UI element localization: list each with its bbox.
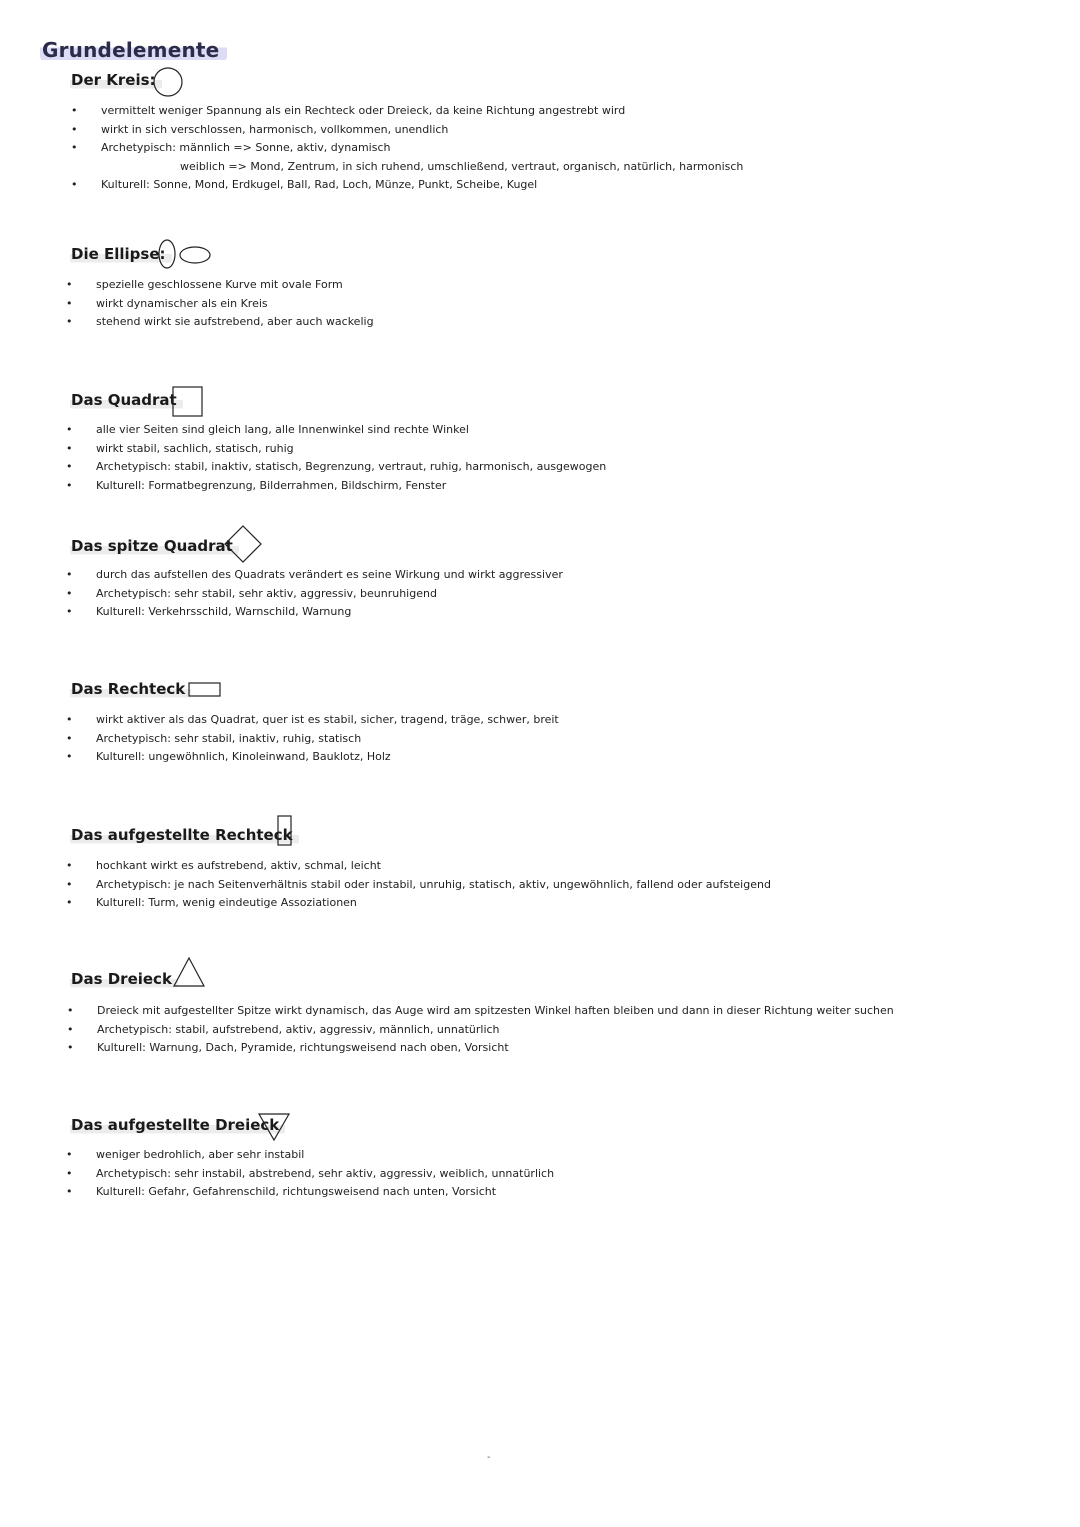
heading-ellipse: Die Ellipse: <box>70 244 172 264</box>
bullet-list-dreieck <box>97 1002 894 1058</box>
list-item: • Archetypisch: sehr stabil, sehr aktiv, aggressiv, beunruhigend <box>96 585 563 604</box>
list-item: • Archetypisch: sehr stabil, inaktiv, ruhig, statisch <box>96 730 559 749</box>
heading-quadrat: Das Quadrat <box>70 390 183 410</box>
page-title: Grundelemente <box>40 36 227 62</box>
circle-icon <box>152 66 184 98</box>
list-item: • Kulturell: Turm, wenig eindeutige Assoziationen <box>96 894 771 913</box>
list-item: • Kulturell: Warnung, Dach, Pyramide, richtungsweisend nach oben, Vorsicht <box>97 1039 894 1058</box>
heading-spitzes-quadrat: Das spitze Quadrat <box>70 536 239 556</box>
list-item: • wirkt in sich verschlossen, harmonisch, vollkommen, unendlich <box>101 121 743 140</box>
list-item: • weniger bedrohlich, aber sehr instabil <box>96 1146 554 1165</box>
heading-aufgestelltes-dreieck: Das aufgestellte Dreieck <box>70 1115 285 1135</box>
list-item: • Kulturell: Sonne, Mond, Erdkugel, Ball, Rad, Loch, Münze, Punkt, Scheibe, Kugel <box>101 176 743 195</box>
list-item: • Kulturell: Formatbegrenzung, Bilderrahmen, Bildschirm, Fenster <box>96 477 606 496</box>
square-icon <box>171 385 205 419</box>
list-item: • Archetypisch: stabil, aufstrebend, aktiv, aggressiv, männlich, unnatürlich <box>97 1021 894 1040</box>
list-item: • Archetypisch: stabil, inaktiv, statisch, Begrenzung, vertraut, ruhig, harmonisch, ausgewogen <box>96 458 606 477</box>
rectangle-icon <box>187 681 223 699</box>
upright-rectangle-icon <box>276 814 294 848</box>
ellipse-icon <box>156 238 214 270</box>
heading-aufgestelltes-rechteck: Das aufgestellte Rechteck <box>70 825 299 845</box>
list-item: • vermittelt weniger Spannung als ein Rechteck oder Dreieck, da keine Richtung angestrebt wird <box>101 102 743 121</box>
bullet-list-kreis <box>101 102 743 195</box>
bullet-list-aufgestelltes-dreieck <box>96 1146 554 1202</box>
diamond-icon <box>222 524 264 564</box>
list-item: • Kulturell: Gefahr, Gefahrenschild, richtungsweisend nach unten, Vorsicht <box>96 1183 554 1202</box>
list-item: • Archetypisch: sehr instabil, abstrebend, sehr aktiv, aggressiv, weiblich, unnatürlich <box>96 1165 554 1184</box>
list-item: • durch das aufstellen des Quadrats verändert es seine Wirkung und wirkt aggressiver <box>96 566 563 585</box>
bullet-list-rechteck <box>96 711 559 767</box>
triangle-icon <box>172 956 206 988</box>
list-item: • wirkt dynamischer als ein Kreis <box>96 295 374 314</box>
heading-rechteck: Das Rechteck <box>70 679 191 699</box>
heading-kreis: Der Kreis: <box>70 70 162 90</box>
list-item: • stehend wirkt sie aufstrebend, aber auch wackelig <box>96 313 374 332</box>
bullet-list-spitzes-quadrat <box>96 566 563 622</box>
list-item: • Kulturell: Verkehrsschild, Warnschild, Warnung <box>96 603 563 622</box>
bullet-list-aufgestelltes-rechteck <box>96 857 771 913</box>
inverted-triangle-icon <box>257 1112 291 1142</box>
list-item: • Dreieck mit aufgestellter Spitze wirkt dynamisch, das Auge wird am spitzesten Winkel haften bleiben und dann in dieser Richtung weiter suchen <box>97 1002 894 1021</box>
list-item: • Kulturell: ungewöhnlich, Kinoleinwand, Bauklotz, Holz <box>96 748 559 767</box>
list-item: • spezielle geschlossene Kurve mit ovale Form <box>96 276 374 295</box>
list-item: weiblich => Mond, Zentrum, in sich ruhend, umschließend, vertraut, organisch, natürlich, harmonisch <box>180 159 744 173</box>
list-item: • wirkt aktiver als das Quadrat, quer ist es stabil, sicher, tragend, träge, schwer, breit <box>96 711 559 730</box>
list-item: • wirkt stabil, sachlich, statisch, ruhig <box>96 440 606 459</box>
list-item: • Archetypisch: männlich => Sonne, aktiv, dynamisch <box>101 139 743 158</box>
bullet-list-quadrat <box>96 421 606 495</box>
list-item: • hochkant wirkt es aufstrebend, aktiv, schmal, leicht <box>96 857 771 876</box>
list-item: • alle vier Seiten sind gleich lang, alle Innenwinkel sind rechte Winkel <box>96 421 606 440</box>
bullet-list-ellipse <box>96 276 374 332</box>
page-mark: - <box>487 1452 491 1463</box>
list-item: • Archetypisch: je nach Seitenverhältnis stabil oder instabil, unruhig, statisch, aktiv, ungewöhnlich, fallend oder aufsteigend <box>96 876 771 895</box>
heading-dreieck: Das Dreieck <box>70 969 178 989</box>
